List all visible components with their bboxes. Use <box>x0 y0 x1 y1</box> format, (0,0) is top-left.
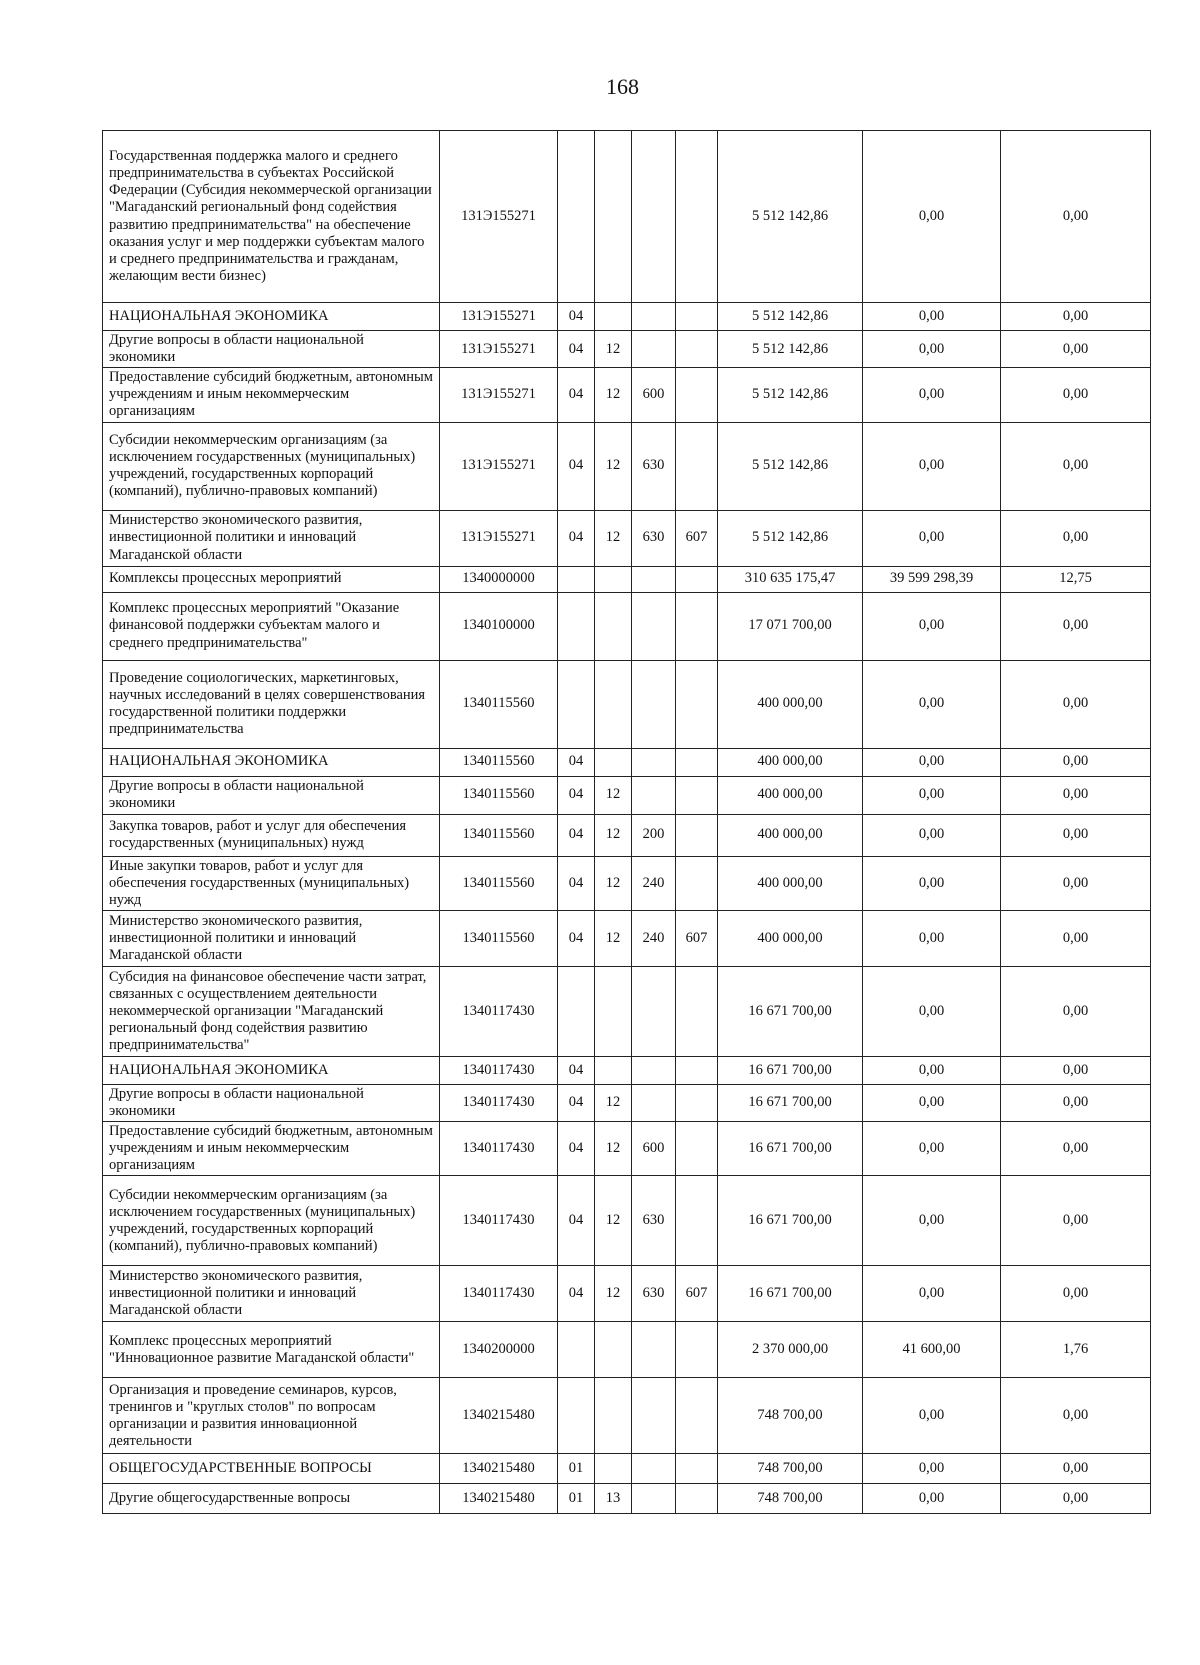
planned-amount-cell: 17 071 700,00 <box>718 592 863 660</box>
subsection-cell: 12 <box>595 1176 632 1266</box>
section-cell: 04 <box>558 856 595 910</box>
section-cell <box>558 566 595 592</box>
section-cell <box>558 1378 595 1454</box>
administrator-cell: 607 <box>676 510 718 566</box>
table-row <box>103 1084 1151 1121</box>
expense-type-cell: 600 <box>632 368 676 422</box>
executed-amount-cell: 0,00 <box>863 331 1001 368</box>
subsection-cell <box>595 748 632 776</box>
target-code-cell: 1340117430 <box>440 1122 558 1176</box>
section-cell: 04 <box>558 368 595 422</box>
planned-amount-cell: 2 370 000,00 <box>718 1322 863 1378</box>
row-name-cell: Государственная поддержка малого и среднего предпринимательства в субъектах Российской Федерации (Субсидия некоммерческой организации "Магаданский региональный фонд содействия развитию предпринимательства" на обеспечение оказания услуг и мер поддержки субъектам малого и среднего предпринимательства и гражданам, желающим вести бизнес) <box>103 131 440 303</box>
section-cell: 04 <box>558 776 595 814</box>
target-code-cell: 131Э155271 <box>440 131 558 303</box>
subsection-cell: 12 <box>595 1122 632 1176</box>
target-code-cell: 1340117430 <box>440 1056 558 1084</box>
subsection-cell <box>595 1454 632 1484</box>
table-row <box>103 1176 1151 1266</box>
section-cell: 04 <box>558 1056 595 1084</box>
row-name-cell: Предоставление субсидий бюджетным, автономным учреждениям и иным некоммерческим организациям <box>103 368 440 422</box>
administrator-cell <box>676 1056 718 1084</box>
execution-percent-cell: 0,00 <box>1001 131 1151 303</box>
planned-amount-cell: 400 000,00 <box>718 660 863 748</box>
subsection-cell: 12 <box>595 814 632 856</box>
executed-amount-cell: 0,00 <box>863 1176 1001 1266</box>
subsection-cell <box>595 966 632 1056</box>
target-code-cell: 1340117430 <box>440 1176 558 1266</box>
planned-amount-cell: 748 700,00 <box>718 1378 863 1454</box>
execution-percent-cell: 0,00 <box>1001 814 1151 856</box>
administrator-cell <box>676 1084 718 1121</box>
execution-percent-cell: 0,00 <box>1001 331 1151 368</box>
subsection-cell <box>595 303 632 331</box>
table-body <box>103 131 1151 1514</box>
executed-amount-cell: 0,00 <box>863 776 1001 814</box>
planned-amount-cell: 16 671 700,00 <box>718 1266 863 1322</box>
expense-type-cell <box>632 1056 676 1084</box>
administrator-cell <box>676 368 718 422</box>
execution-percent-cell: 0,00 <box>1001 510 1151 566</box>
subsection-cell: 12 <box>595 422 632 510</box>
subsection-cell <box>595 1056 632 1084</box>
administrator-cell <box>676 1322 718 1378</box>
administrator-cell <box>676 131 718 303</box>
row-name-cell: Иные закупки товаров, работ и услуг для обеспечения государственных (муниципальных) нужд <box>103 856 440 910</box>
row-name-cell: Субсидия на финансовое обеспечение части затрат, связанных с осуществлением деятельности некоммерческой организации "Магаданский региональный фонд содействия развитию предпринимательства" <box>103 966 440 1056</box>
target-code-cell: 1340115560 <box>440 910 558 966</box>
administrator-cell <box>676 660 718 748</box>
execution-percent-cell: 12,75 <box>1001 566 1151 592</box>
subsection-cell <box>595 566 632 592</box>
executed-amount-cell: 0,00 <box>863 814 1001 856</box>
section-cell: 04 <box>558 1084 595 1121</box>
target-code-cell: 1340117430 <box>440 1084 558 1121</box>
row-name-cell: Комплекс процессных мероприятий "Оказание финансовой поддержки субъектам малого и среднего предпринимательства" <box>103 592 440 660</box>
row-name-cell: ОБЩЕГОСУДАРСТВЕННЫЕ ВОПРОСЫ <box>103 1454 440 1484</box>
section-cell: 04 <box>558 510 595 566</box>
administrator-cell <box>676 422 718 510</box>
table-row <box>103 368 1151 422</box>
row-name-cell: Закупка товаров, работ и услуг для обеспечения государственных (муниципальных) нужд <box>103 814 440 856</box>
expense-type-cell <box>632 566 676 592</box>
section-cell: 04 <box>558 748 595 776</box>
execution-percent-cell: 0,00 <box>1001 776 1151 814</box>
planned-amount-cell: 16 671 700,00 <box>718 966 863 1056</box>
table-row <box>103 856 1151 910</box>
subsection-cell: 12 <box>595 510 632 566</box>
planned-amount-cell: 16 671 700,00 <box>718 1056 863 1084</box>
row-name-cell: Министерство экономического развития, инвестиционной политики и инноваций Магаданской области <box>103 510 440 566</box>
target-code-cell: 131Э155271 <box>440 422 558 510</box>
table-row <box>103 1378 1151 1454</box>
administrator-cell: 607 <box>676 910 718 966</box>
section-cell <box>558 660 595 748</box>
section-cell: 04 <box>558 1266 595 1322</box>
planned-amount-cell: 400 000,00 <box>718 776 863 814</box>
planned-amount-cell: 400 000,00 <box>718 748 863 776</box>
row-name-cell: НАЦИОНАЛЬНАЯ ЭКОНОМИКА <box>103 1056 440 1084</box>
executed-amount-cell: 0,00 <box>863 368 1001 422</box>
expense-type-cell <box>632 1454 676 1484</box>
executed-amount-cell: 0,00 <box>863 660 1001 748</box>
execution-percent-cell: 0,00 <box>1001 856 1151 910</box>
planned-amount-cell: 748 700,00 <box>718 1484 863 1514</box>
budget-execution-table <box>102 130 1151 1514</box>
administrator-cell <box>676 566 718 592</box>
subsection-cell: 12 <box>595 910 632 966</box>
administrator-cell <box>676 856 718 910</box>
execution-percent-cell: 0,00 <box>1001 1084 1151 1121</box>
execution-percent-cell: 0,00 <box>1001 966 1151 1056</box>
row-name-cell: НАЦИОНАЛЬНАЯ ЭКОНОМИКА <box>103 303 440 331</box>
table-row <box>103 422 1151 510</box>
subsection-cell <box>595 1378 632 1454</box>
subsection-cell: 12 <box>595 776 632 814</box>
target-code-cell: 1340100000 <box>440 592 558 660</box>
execution-percent-cell: 0,00 <box>1001 1122 1151 1176</box>
target-code-cell: 1340115560 <box>440 856 558 910</box>
table-row <box>103 510 1151 566</box>
executed-amount-cell: 0,00 <box>863 1084 1001 1121</box>
section-cell: 01 <box>558 1454 595 1484</box>
row-name-cell: НАЦИОНАЛЬНАЯ ЭКОНОМИКА <box>103 748 440 776</box>
administrator-cell <box>676 966 718 1056</box>
expense-type-cell <box>632 660 676 748</box>
target-code-cell: 131Э155271 <box>440 368 558 422</box>
planned-amount-cell: 400 000,00 <box>718 814 863 856</box>
execution-percent-cell: 0,00 <box>1001 1378 1151 1454</box>
table-row <box>103 1322 1151 1378</box>
administrator-cell <box>676 1176 718 1266</box>
expense-type-cell <box>632 303 676 331</box>
expense-type-cell <box>632 748 676 776</box>
executed-amount-cell: 0,00 <box>863 422 1001 510</box>
subsection-cell: 12 <box>595 368 632 422</box>
table-row <box>103 1056 1151 1084</box>
row-name-cell: Министерство экономического развития, инвестиционной политики и инноваций Магаданской области <box>103 910 440 966</box>
executed-amount-cell: 0,00 <box>863 592 1001 660</box>
section-cell <box>558 966 595 1056</box>
planned-amount-cell: 5 512 142,86 <box>718 368 863 422</box>
table-row <box>103 776 1151 814</box>
section-cell: 04 <box>558 910 595 966</box>
target-code-cell: 1340215480 <box>440 1454 558 1484</box>
target-code-cell: 131Э155271 <box>440 303 558 331</box>
subsection-cell: 12 <box>595 1084 632 1121</box>
executed-amount-cell: 41 600,00 <box>863 1322 1001 1378</box>
planned-amount-cell: 5 512 142,86 <box>718 331 863 368</box>
planned-amount-cell: 16 671 700,00 <box>718 1176 863 1266</box>
executed-amount-cell: 0,00 <box>863 1122 1001 1176</box>
execution-percent-cell: 0,00 <box>1001 748 1151 776</box>
administrator-cell <box>676 592 718 660</box>
expense-type-cell: 240 <box>632 856 676 910</box>
execution-percent-cell: 0,00 <box>1001 1484 1151 1514</box>
row-name-cell: Организация и проведение семинаров, курсов, тренингов и "круглых столов" по вопросам организации и развития инновационной деятельности <box>103 1378 440 1454</box>
row-name-cell: Другие вопросы в области национальной экономики <box>103 776 440 814</box>
row-name-cell: Субсидии некоммерческим организациям (за исключением государственных (муниципальных) учреждений, государственных корпораций (компаний), публично-правовых компаний) <box>103 1176 440 1266</box>
row-name-cell: Другие общегосударственные вопросы <box>103 1484 440 1514</box>
planned-amount-cell: 748 700,00 <box>718 1454 863 1484</box>
table-row <box>103 1266 1151 1322</box>
executed-amount-cell: 0,00 <box>863 1266 1001 1322</box>
expense-type-cell: 630 <box>632 510 676 566</box>
expense-type-cell: 200 <box>632 814 676 856</box>
planned-amount-cell: 400 000,00 <box>718 856 863 910</box>
table-row <box>103 131 1151 303</box>
expense-type-cell <box>632 1084 676 1121</box>
execution-percent-cell: 0,00 <box>1001 592 1151 660</box>
target-code-cell: 1340215480 <box>440 1484 558 1514</box>
section-cell: 04 <box>558 303 595 331</box>
target-code-cell: 1340115560 <box>440 660 558 748</box>
planned-amount-cell: 5 512 142,86 <box>718 131 863 303</box>
table-row <box>103 1122 1151 1176</box>
expense-type-cell <box>632 966 676 1056</box>
target-code-cell: 1340115560 <box>440 748 558 776</box>
table-row <box>103 660 1151 748</box>
section-cell <box>558 1322 595 1378</box>
executed-amount-cell: 0,00 <box>863 1484 1001 1514</box>
executed-amount-cell: 0,00 <box>863 856 1001 910</box>
subsection-cell: 12 <box>595 331 632 368</box>
page-number: 168 <box>606 74 639 99</box>
target-code-cell: 1340117430 <box>440 966 558 1056</box>
expense-type-cell <box>632 1378 676 1454</box>
table-row <box>103 748 1151 776</box>
table-row <box>103 303 1151 331</box>
target-code-cell: 1340117430 <box>440 1266 558 1322</box>
section-cell <box>558 131 595 303</box>
target-code-cell: 1340000000 <box>440 566 558 592</box>
subsection-cell <box>595 1322 632 1378</box>
execution-percent-cell: 0,00 <box>1001 368 1151 422</box>
expense-type-cell <box>632 1484 676 1514</box>
planned-amount-cell: 16 671 700,00 <box>718 1122 863 1176</box>
planned-amount-cell: 5 512 142,86 <box>718 422 863 510</box>
execution-percent-cell: 0,00 <box>1001 1454 1151 1484</box>
planned-amount-cell: 5 512 142,86 <box>718 510 863 566</box>
section-cell: 04 <box>558 422 595 510</box>
row-name-cell: Министерство экономического развития, инвестиционной политики и инноваций Магаданской области <box>103 1266 440 1322</box>
planned-amount-cell: 16 671 700,00 <box>718 1084 863 1121</box>
section-cell: 01 <box>558 1484 595 1514</box>
execution-percent-cell: 0,00 <box>1001 910 1151 966</box>
row-name-cell: Комплексы процессных мероприятий <box>103 566 440 592</box>
administrator-cell <box>676 748 718 776</box>
expense-type-cell <box>632 776 676 814</box>
execution-percent-cell: 0,00 <box>1001 422 1151 510</box>
target-code-cell: 1340215480 <box>440 1378 558 1454</box>
administrator-cell <box>676 814 718 856</box>
table-row <box>103 566 1151 592</box>
execution-percent-cell: 0,00 <box>1001 660 1151 748</box>
execution-percent-cell: 1,76 <box>1001 1322 1151 1378</box>
target-code-cell: 1340115560 <box>440 814 558 856</box>
expense-type-cell <box>632 592 676 660</box>
administrator-cell <box>676 1484 718 1514</box>
subsection-cell: 12 <box>595 856 632 910</box>
table-row <box>103 592 1151 660</box>
execution-percent-cell: 0,00 <box>1001 1266 1151 1322</box>
administrator-cell <box>676 1122 718 1176</box>
execution-percent-cell: 0,00 <box>1001 1056 1151 1084</box>
row-name-cell: Проведение социологических, маркетинговых, научных исследований в целях совершенствования государственной политики поддержки предпринимательства <box>103 660 440 748</box>
administrator-cell <box>676 1378 718 1454</box>
executed-amount-cell: 0,00 <box>863 303 1001 331</box>
planned-amount-cell: 310 635 175,47 <box>718 566 863 592</box>
executed-amount-cell: 0,00 <box>863 510 1001 566</box>
executed-amount-cell: 0,00 <box>863 748 1001 776</box>
executed-amount-cell: 39 599 298,39 <box>863 566 1001 592</box>
expense-type-cell: 600 <box>632 1122 676 1176</box>
execution-percent-cell: 0,00 <box>1001 303 1151 331</box>
executed-amount-cell: 0,00 <box>863 1454 1001 1484</box>
table-row <box>103 331 1151 368</box>
target-code-cell: 1340200000 <box>440 1322 558 1378</box>
row-name-cell: Другие вопросы в области национальной экономики <box>103 1084 440 1121</box>
expense-type-cell: 240 <box>632 910 676 966</box>
expense-type-cell <box>632 1322 676 1378</box>
subsection-cell: 13 <box>595 1484 632 1514</box>
expense-type-cell: 630 <box>632 1266 676 1322</box>
row-name-cell: Субсидии некоммерческим организациям (за исключением государственных (муниципальных) учреждений, государственных корпораций (компаний), публично-правовых компаний) <box>103 422 440 510</box>
section-cell: 04 <box>558 814 595 856</box>
subsection-cell <box>595 131 632 303</box>
table-row <box>103 1484 1151 1514</box>
administrator-cell <box>676 331 718 368</box>
section-cell: 04 <box>558 1176 595 1266</box>
execution-percent-cell: 0,00 <box>1001 1176 1151 1266</box>
expense-type-cell: 630 <box>632 422 676 510</box>
table-row <box>103 1454 1151 1484</box>
executed-amount-cell: 0,00 <box>863 1378 1001 1454</box>
planned-amount-cell: 5 512 142,86 <box>718 303 863 331</box>
executed-amount-cell: 0,00 <box>863 1056 1001 1084</box>
administrator-cell <box>676 776 718 814</box>
expense-type-cell <box>632 331 676 368</box>
table-row <box>103 910 1151 966</box>
row-name-cell: Другие вопросы в области национальной экономики <box>103 331 440 368</box>
executed-amount-cell: 0,00 <box>863 131 1001 303</box>
administrator-cell: 607 <box>676 1266 718 1322</box>
planned-amount-cell: 400 000,00 <box>718 910 863 966</box>
subsection-cell <box>595 660 632 748</box>
section-cell: 04 <box>558 1122 595 1176</box>
executed-amount-cell: 0,00 <box>863 966 1001 1056</box>
row-name-cell: Комплекс процессных мероприятий "Инновационное развитие Магаданской области" <box>103 1322 440 1378</box>
subsection-cell: 12 <box>595 1266 632 1322</box>
target-code-cell: 1340115560 <box>440 776 558 814</box>
executed-amount-cell: 0,00 <box>863 910 1001 966</box>
expense-type-cell <box>632 131 676 303</box>
table-row <box>103 966 1151 1056</box>
target-code-cell: 131Э155271 <box>440 331 558 368</box>
target-code-cell: 131Э155271 <box>440 510 558 566</box>
expense-type-cell: 630 <box>632 1176 676 1266</box>
row-name-cell: Предоставление субсидий бюджетным, автономным учреждениям и иным некоммерческим организациям <box>103 1122 440 1176</box>
section-cell <box>558 592 595 660</box>
table-row <box>103 814 1151 856</box>
administrator-cell <box>676 1454 718 1484</box>
subsection-cell <box>595 592 632 660</box>
administrator-cell <box>676 303 718 331</box>
section-cell: 04 <box>558 331 595 368</box>
